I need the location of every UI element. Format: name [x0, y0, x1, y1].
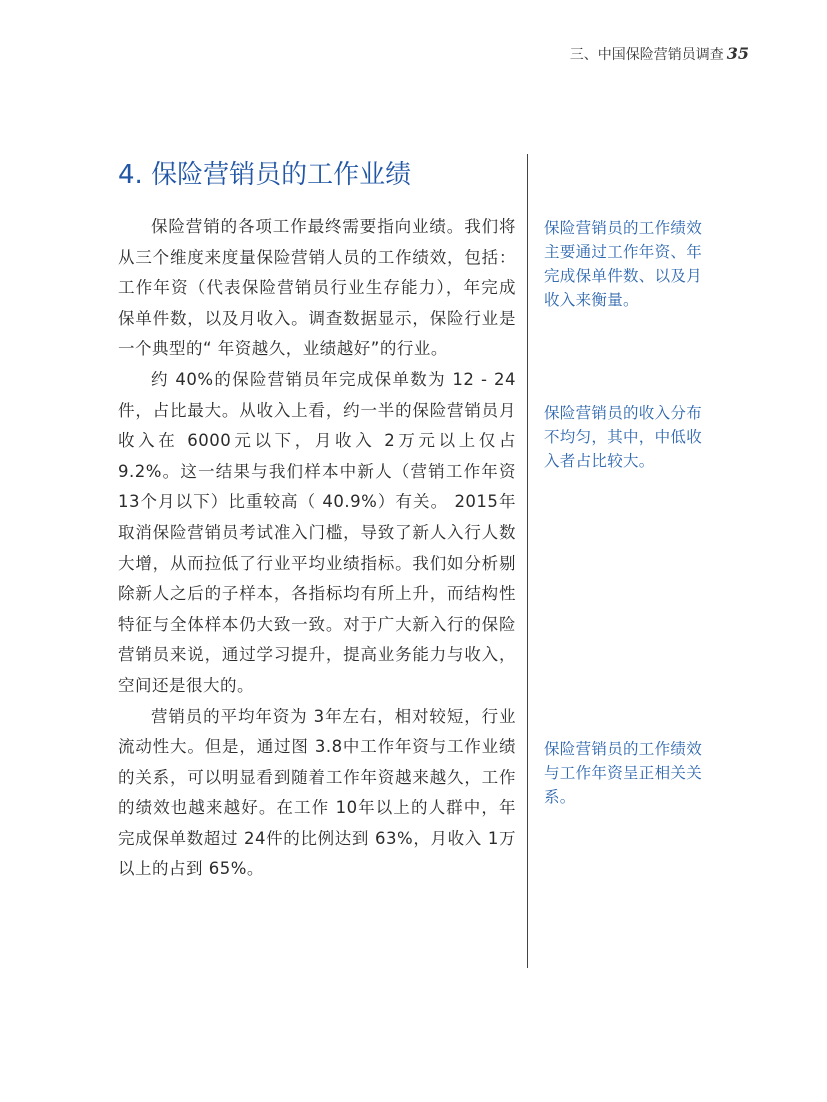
margin-note: 保险营销员的收入分布不均匀，其中，中低收入者占比较大。 [544, 404, 703, 470]
body-paragraph: 约 40%的保险营销员年完成保单数为 12 - 24 件，占比最大。从收入上看，约一半的保险营销员月收入在 6000元以下，月收入 2万元以上仅占 9.2%。这一结果与我们样本中新人（营销工作年资 13个月以下）比重较高（ 40.9%）有关。 2015年取消保险营销员考试准入门槛，导致了新人入行人数大增，从而拉低了行业平均业绩指标。我们如分析剔除新人之后的子样本，各指标均有所上升，而结构性特征与全体样本仍大致一致。对于广大新入行的保险营销员来说，通过学习提升，提高业务能力与收入，空间还是很大的。 [118, 369, 516, 695]
column-divider [527, 154, 528, 968]
running-title: 三、中国保险营销员调查 [569, 47, 724, 63]
body-paragraph: 营销员的平均年资为 3年左右，相对较短，行业流动性大。但是，通过图 3.8中工作年资与工作业绩的关系，可以明显看到随着工作年资越来越久，工作的绩效也越来越好。在工作 10年以上的人群中，年完成保单数超过 24件的比例达到 63%，月收入 1万以上的占到 65%。 [118, 706, 516, 879]
page-number: 35 [726, 44, 749, 63]
running-header [570, 44, 749, 64]
margin-note: 保险营销员的工作绩效与工作年资呈正相关关系。 [544, 740, 703, 806]
margin-note: 保险营销员的工作绩效主要通过工作年资、年完成保单件数、以及月收入来衡量。 [544, 219, 703, 309]
section-title: 4. 保险营销员的工作业绩 [118, 160, 412, 190]
body-paragraph: 保险营销的各项工作最终需要指向业绩。我们将从三个维度来度量保险营销人员的工作绩效，包括：工作年资（代表保险营销员行业生存能力），年完成保单件数，以及月收入。调查数据显示，保险行业是一个典型的“ 年资越久，业绩越好”的行业。 [118, 217, 516, 359]
main-text-column [118, 212, 516, 885]
